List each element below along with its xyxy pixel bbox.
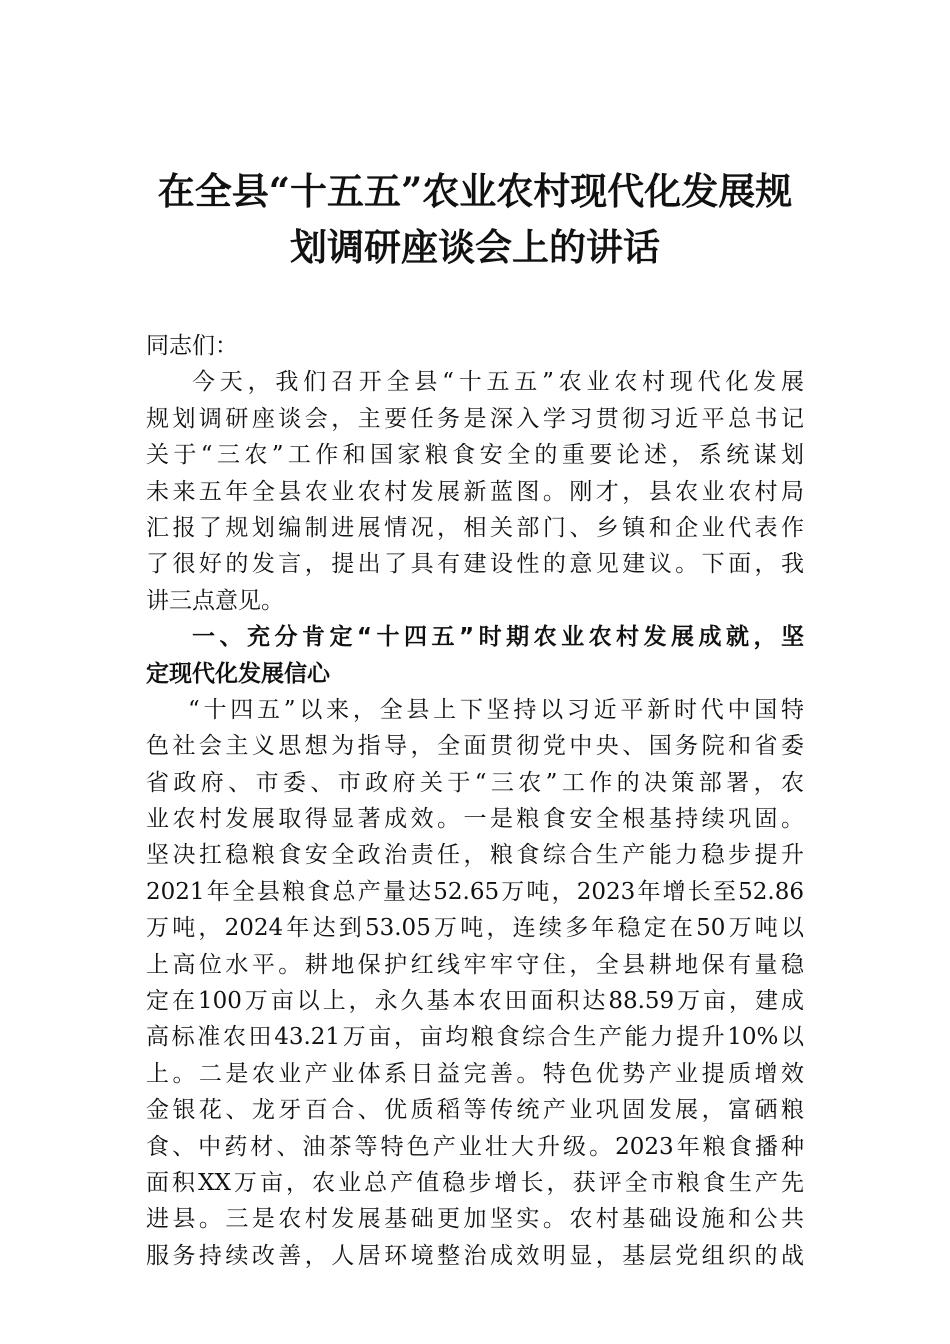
section-heading-line: 定现代化发展信心 bbox=[146, 660, 330, 687]
paragraph-2-line: 业农村发展取得显著成效。一是粮食安全根基持续巩固。 bbox=[146, 806, 804, 833]
document-body bbox=[146, 328, 804, 1274]
paragraph-2-line: 上高位水平。耕地保护红线牢牢守住，全县耕地保有量稳 bbox=[146, 951, 804, 978]
paragraph-2-line: 食、中药材、油茶等特色产业壮大升级。2023年粮食播种 bbox=[146, 1133, 804, 1160]
paragraph-1-line: 汇报了规划编制进展情况，相关部门、乡镇和企业代表作 bbox=[146, 514, 804, 541]
title-line-1: 在全县“十五五”农业农村现代化发展规 bbox=[157, 169, 793, 213]
paragraph-1-line: 今天，我们召开全县“十五五”农业农村现代化发展 bbox=[192, 369, 804, 396]
paragraph-2-line: 金银花、龙牙百合、优质稻等传统产业巩固发展，富硒粮 bbox=[146, 1097, 804, 1124]
paragraph-1-line: 规划调研座谈会，主要任务是深入学习贯彻习近平总书记 bbox=[146, 405, 804, 432]
paragraph-1-line: 未来五年全县农业农村发展新蓝图。刚才，县农业农村局 bbox=[146, 478, 804, 505]
paragraph-2-line: 坚决扛稳粮食安全政治责任，粮食综合生产能力稳步提升 bbox=[146, 842, 804, 869]
paragraph-2-line: 省政府、市委、市政府关于“三农”工作的决策部署，农 bbox=[146, 769, 804, 796]
paragraph-1-line: 了很好的发言，提出了具有建设性的意见建议。下面，我 bbox=[146, 551, 804, 578]
section-heading-line: 一、充分肯定“十四五”时期农业农村发展成就，坚 bbox=[192, 624, 804, 651]
paragraph-2-line: 定在100万亩以上，永久基本农田面积达88.59万亩，建成 bbox=[146, 988, 804, 1015]
document-title bbox=[120, 163, 830, 275]
paragraph-2-line: 服务持续改善，人居环境整治成效明显，基层党组织的战 bbox=[146, 1242, 804, 1269]
title-line-2: 划调研座谈会上的讲话 bbox=[290, 225, 660, 269]
paragraph-1-line: 讲三点意见。 bbox=[146, 587, 284, 614]
paragraph-2-line: 进县。三是农村发展基础更加坚实。农村基础设施和公共 bbox=[146, 1206, 804, 1233]
paragraph-2-line: 色社会主义思想为指导，全面贯彻党中央、国务院和省委 bbox=[146, 733, 804, 760]
salutation: 同志们： bbox=[146, 333, 238, 359]
paragraph-2-line: “十四五”以来，全县上下坚持以习近平新时代中国特 bbox=[188, 696, 804, 723]
paragraph-2-line: 高标准农田43.21万亩，亩均粮食综合生产能力提升10%以 bbox=[146, 1024, 804, 1051]
paragraph-1-line: 关于“三农”工作和国家粮食安全的重要论述，系统谋划 bbox=[146, 442, 804, 469]
paragraph-2-line: 上。二是农业产业体系日益完善。特色优势产业提质增效 bbox=[146, 1060, 804, 1087]
paragraph-2-line: 2021年全县粮食总产量达52.65万吨，2023年增长至52.86 bbox=[146, 878, 804, 905]
paragraph-2-line: 面积XX万亩，农业总产值稳步增长，获评全市粮食生产先 bbox=[146, 1169, 804, 1196]
paragraph-2-line: 万吨，2024年达到53.05万吨，连续多年稳定在50万吨以 bbox=[146, 915, 804, 942]
